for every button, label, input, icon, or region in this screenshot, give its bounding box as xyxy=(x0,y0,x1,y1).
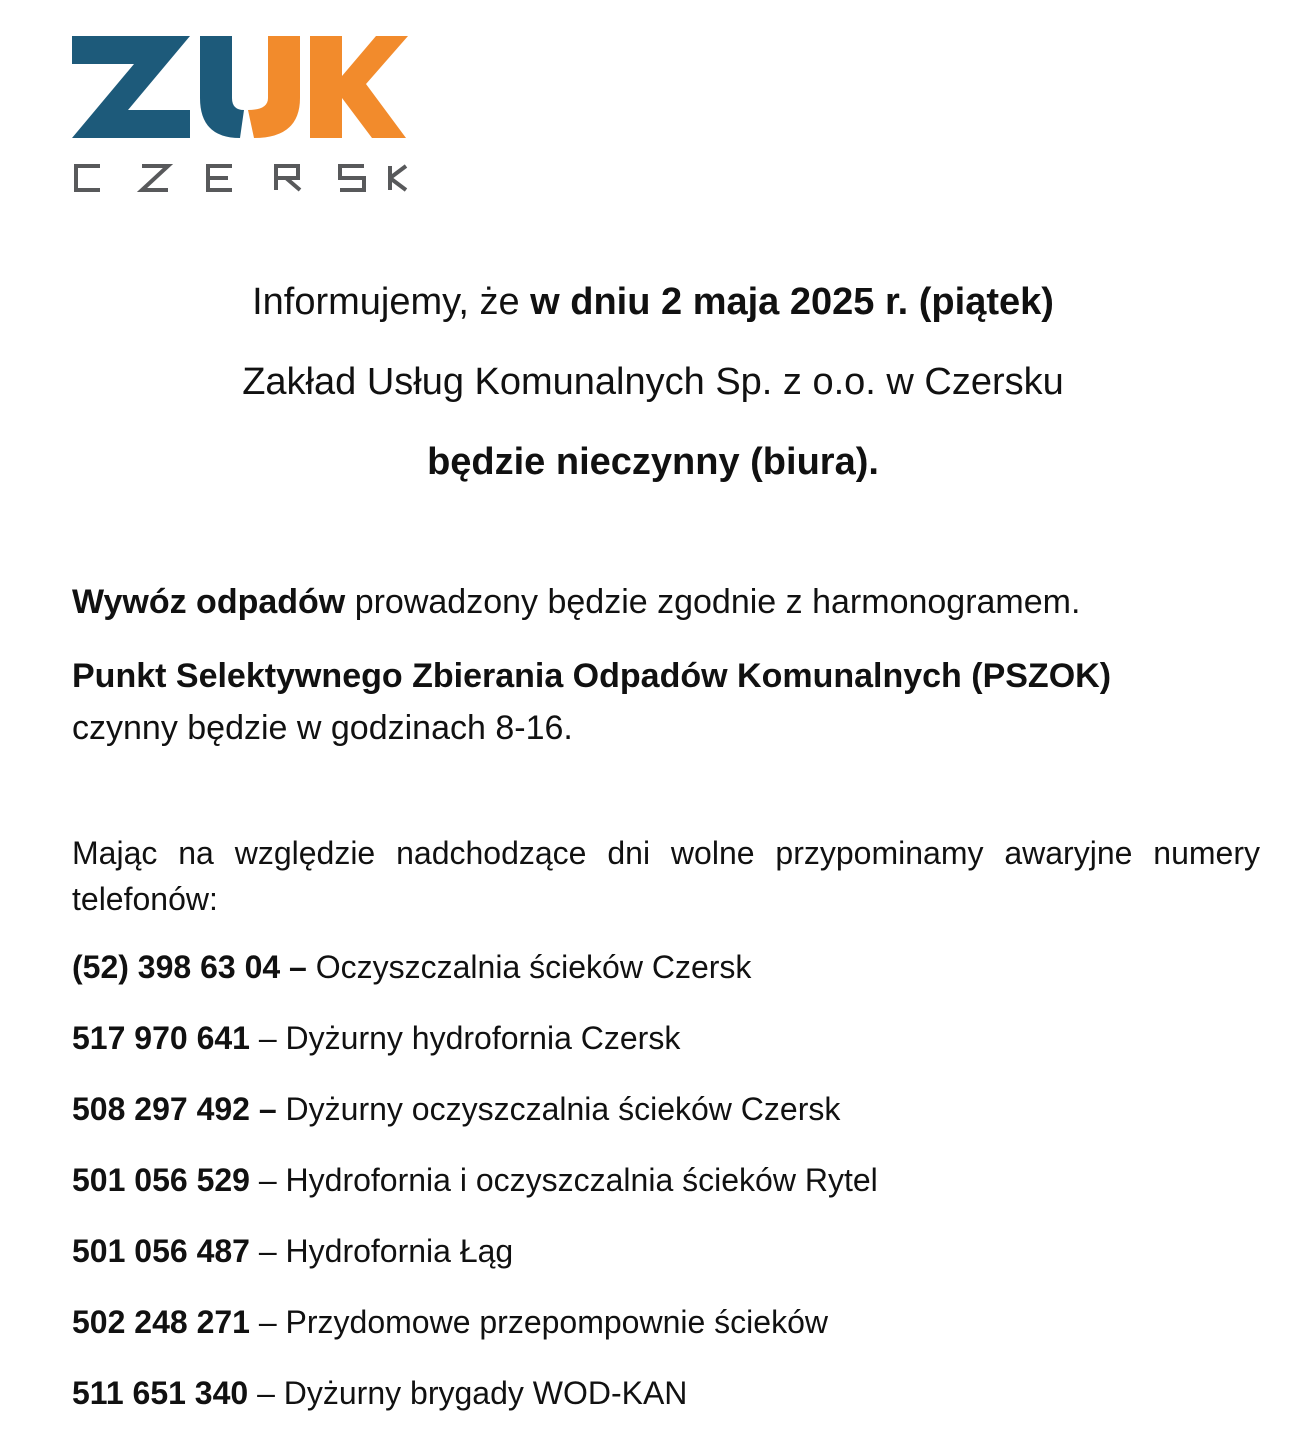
phone-number: 508 297 492 – xyxy=(72,1091,277,1127)
zuk-czersk-logo xyxy=(72,36,412,198)
phone-row xyxy=(72,947,751,987)
phone-number: 501 056 529 xyxy=(72,1162,250,1198)
emergency-intro: Mając na względzie nadchodzące dni wolne przypominamy awaryjne numery telefonów: xyxy=(72,835,1260,917)
notice-date: w dniu 2 maja 2025 r. (piątek) xyxy=(530,281,1054,323)
phone-row xyxy=(72,1302,828,1342)
logo-letter-u-left xyxy=(200,36,244,138)
pszok-label: Punkt Selektywnego Zbierania Odpadów Komunalnych (PSZOK) xyxy=(72,657,1112,695)
notice-line-2: Zakład Usług Komunalnych Sp. z o.o. w Czersku xyxy=(242,361,1064,403)
phone-row xyxy=(72,1160,878,1200)
logo-subtitle-czersk xyxy=(76,166,406,190)
waste-collection-paragraph xyxy=(72,580,1260,624)
logo-letter-k xyxy=(310,36,408,138)
notice-line-1-prefix: Informujemy, że xyxy=(252,281,531,323)
phone-description: – Hydrofornia Łąg xyxy=(249,1233,514,1269)
notice-line-1 xyxy=(0,280,1306,324)
pszok-hours: czynny będzie w godzinach 8-16. xyxy=(72,709,573,747)
phone-description: Dyżurny oczyszczalnia ścieków Czersk xyxy=(276,1091,841,1127)
phone-number: 511 651 340 xyxy=(72,1375,249,1411)
phone-row xyxy=(72,1018,680,1058)
phone-row xyxy=(72,1373,687,1413)
logo-letter-z xyxy=(72,36,190,138)
phone-description: – Przydomowe przepompownie ścieków xyxy=(249,1304,828,1340)
phone-description: – Dyżurny brygady WOD-KAN xyxy=(248,1375,688,1411)
company-logo xyxy=(72,36,412,198)
phone-number: 501 056 487 xyxy=(72,1233,250,1269)
phone-description: – Hydrofornia i oczyszczalnia ścieków Rytel xyxy=(249,1162,878,1198)
phone-number: 517 970 641 xyxy=(72,1020,250,1056)
notice-closed-text: będzie nieczynny (biura). xyxy=(427,441,879,483)
logo-letter-u-right xyxy=(248,36,300,138)
phone-number: 502 248 271 xyxy=(72,1304,250,1340)
phone-row xyxy=(72,1089,840,1129)
phone-number: (52) 398 63 04 – xyxy=(72,949,307,985)
phone-row xyxy=(72,1231,513,1271)
notice-line-3 xyxy=(0,440,1306,484)
pszok-title xyxy=(72,654,1260,698)
waste-collection-label: Wywóz odpadów xyxy=(72,583,346,621)
phone-description: Oczyszczalnia ścieków Czersk xyxy=(306,949,752,985)
phone-description: – Dyżurny hydrofornia Czersk xyxy=(249,1020,681,1056)
waste-collection-text: prowadzony będzie zgodnie z harmonogramem. xyxy=(345,583,1081,621)
